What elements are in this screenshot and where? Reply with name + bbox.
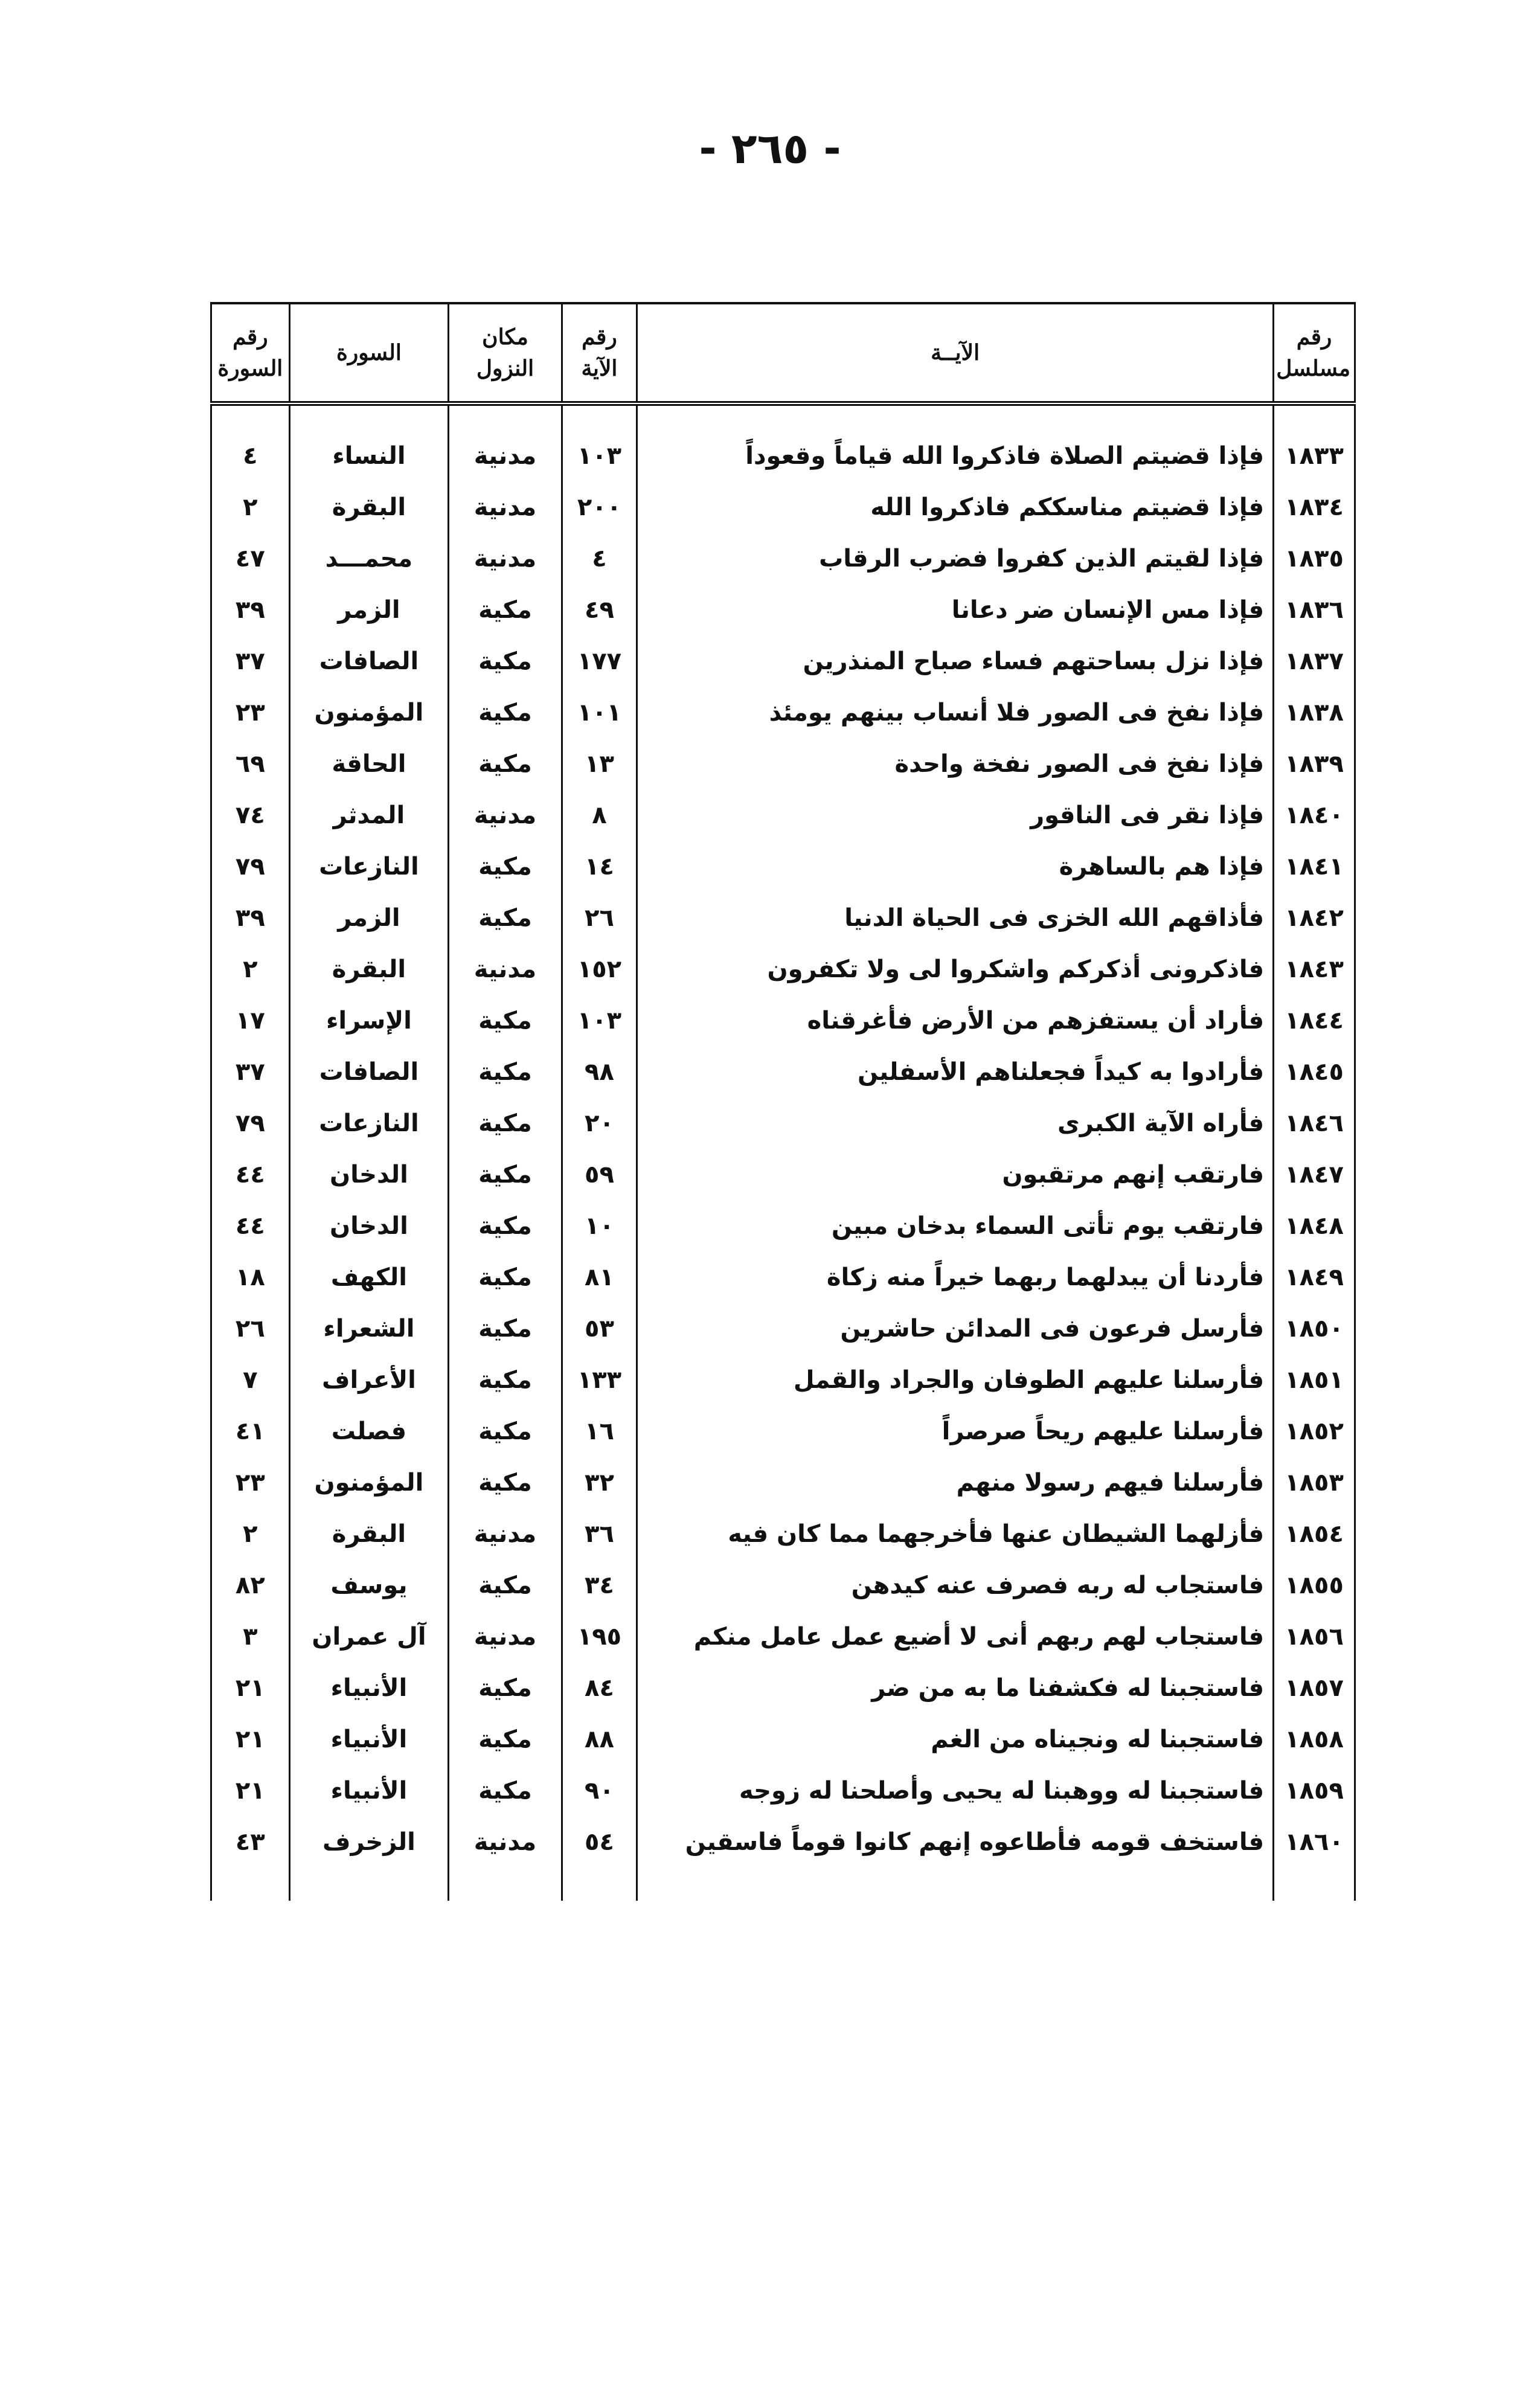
table-row [211,430,1355,481]
surah-number: ٦٩ [211,738,290,789]
ayah-number: ١٠ [562,1200,637,1251]
surah-name: الزمر [289,892,448,943]
ayah-text: فاذكرونى أذكركم واشكروا لى ولا تكفرون [637,943,1274,995]
ayah-text: فأرسلنا عليهم الطوفان والجراد والقمل [637,1354,1274,1405]
ayah-number: ٤٩ [562,584,637,635]
surah-number: ٢١ [211,1662,290,1713]
ayah-text: فأراه الآية الكبرى [637,1097,1274,1149]
table-row [211,1097,1355,1149]
surah-name: النساء [289,430,448,481]
revelation-place: مكية [449,584,562,635]
serial-number: ١٨٤٥ [1274,1046,1355,1097]
ayah-number: ٥٤ [562,1816,637,1901]
table-body [211,403,1355,1901]
surah-number: ٤١ [211,1405,290,1457]
ayah-text: فأزلهما الشيطان عنها فأخرجهما مما كان فيه [637,1508,1274,1559]
serial-number: ١٨٥٩ [1274,1765,1355,1816]
table-row [211,1713,1355,1765]
surah-name: الزمر [289,584,448,635]
serial-number: ١٨٥٨ [1274,1713,1355,1765]
revelation-place: مدنية [449,789,562,841]
surah-number: ٣٧ [211,635,290,687]
surah-name: الأعراف [289,1354,448,1405]
surah-name: الصافات [289,1046,448,1097]
ayah-text: فأردنا أن يبدلهما ربهما خيراً منه زكاة [637,1251,1274,1303]
ayah-number: ٩٨ [562,1046,637,1097]
serial-number: ١٨٤٧ [1274,1149,1355,1200]
table-row [211,995,1355,1046]
surah-number: ٢٣ [211,1457,290,1508]
serial-number: ١٨٥٣ [1274,1457,1355,1508]
header-serial: رقم مسلسل [1274,303,1355,403]
serial-number: ١٨٥٦ [1274,1611,1355,1662]
revelation-place: مدنية [449,533,562,584]
header-surah: السورة [289,303,448,403]
ayah-text: فارتقب إنهم مرتقبون [637,1149,1274,1200]
table-row [211,687,1355,738]
ayah-number: ٨١ [562,1251,637,1303]
ayah-number: ١٥٢ [562,943,637,995]
revelation-place: مدنية [449,1816,562,1901]
revelation-place: مكية [449,1200,562,1251]
ayah-number: ١٠١ [562,687,637,738]
serial-number: ١٨٤٣ [1274,943,1355,995]
ayah-number: ٣٦ [562,1508,637,1559]
ayah-number: ٢٠ [562,1097,637,1149]
surah-number: ٢ [211,943,290,995]
ayah-number: ٣٢ [562,1457,637,1508]
ayah-number: ١٣٣ [562,1354,637,1405]
surah-number: ٣٩ [211,584,290,635]
table-row [211,1508,1355,1559]
surah-name: فصلت [289,1405,448,1457]
revelation-place: مكية [449,738,562,789]
ayah-number: ١٠٣ [562,430,637,481]
table-spacer-row [211,403,1355,430]
surah-name: المؤمنون [289,687,448,738]
ayah-number: ٤ [562,533,637,584]
serial-number: ١٨٤٩ [1274,1251,1355,1303]
revelation-place: مكية [449,1457,562,1508]
surah-number: ٣٧ [211,1046,290,1097]
surah-name: الأنبياء [289,1713,448,1765]
serial-number: ١٨٤٤ [1274,995,1355,1046]
surah-number: ٧ [211,1354,290,1405]
surah-name: الأنبياء [289,1765,448,1816]
surah-number: ٤٣ [211,1816,290,1901]
surah-number: ٢١ [211,1713,290,1765]
ayah-text: فإذا مس الإنسان ضر دعانا [637,584,1274,635]
ayah-number: ١٩٥ [562,1611,637,1662]
ayah-number: ١٤ [562,841,637,892]
serial-number: ١٨٣٤ [1274,481,1355,533]
surah-name: الدخان [289,1200,448,1251]
ayah-text: فإذا نزل بساحتهم فساء صباح المنذرين [637,635,1274,687]
header-ayah-number: رقم الآية [562,303,637,403]
revelation-place: مكية [449,892,562,943]
table-row [211,533,1355,584]
surah-number: ١٨ [211,1251,290,1303]
ayah-text: فارتقب يوم تأتى السماء بدخان مبين [637,1200,1274,1251]
ayah-number: ٨٨ [562,1713,637,1765]
serial-number: ١٨٣٩ [1274,738,1355,789]
table-row [211,584,1355,635]
revelation-place: مدنية [449,1508,562,1559]
table-row [211,841,1355,892]
table-row [211,738,1355,789]
surah-name: النازعات [289,1097,448,1149]
ayah-index-table [210,302,1356,1901]
surah-name: آل عمران [289,1611,448,1662]
surah-name: الأنبياء [289,1662,448,1713]
serial-number: ١٨٣٦ [1274,584,1355,635]
revelation-place: مكية [449,1303,562,1354]
table-row [211,1662,1355,1713]
ayah-text: فإذا نفخ فى الصور نفخة واحدة [637,738,1274,789]
serial-number: ١٨٥٤ [1274,1508,1355,1559]
surah-number: ٢١ [211,1765,290,1816]
revelation-place: مكية [449,1765,562,1816]
surah-number: ٢٣ [211,687,290,738]
ayah-text: فاستجبنا له ونجيناه من الغم [637,1713,1274,1765]
surah-name: المؤمنون [289,1457,448,1508]
surah-name: البقرة [289,481,448,533]
page-number: - ٢٦٥ - [699,124,841,173]
table-row [211,1046,1355,1097]
revelation-place: مكية [449,1713,562,1765]
revelation-place: مكية [449,1405,562,1457]
table-row [211,1457,1355,1508]
ayah-text: فإذا هم بالساهرة [637,841,1274,892]
serial-number: ١٨٦٠ [1274,1816,1355,1901]
revelation-place: مدنية [449,481,562,533]
serial-number: ١٨٣٣ [1274,430,1355,481]
ayah-text: فاستجاب لهم ربهم أنى لا أضيع عمل عامل منكم [637,1611,1274,1662]
surah-number: ٢ [211,481,290,533]
revelation-place: مكية [449,1149,562,1200]
surah-number: ٤٤ [211,1149,290,1200]
table-row [211,1200,1355,1251]
surah-name: البقرة [289,943,448,995]
serial-number: ١٨٤٦ [1274,1097,1355,1149]
table-row [211,1149,1355,1200]
surah-number: ٨٢ [211,1559,290,1611]
revelation-place: مكية [449,635,562,687]
surah-number: ٤٤ [211,1200,290,1251]
ayah-text: فاستخف قومه فأطاعوه إنهم كانوا قوماً فاسقين [637,1816,1274,1901]
table-row [211,943,1355,995]
surah-name: المدثر [289,789,448,841]
surah-number: ٤ [211,430,290,481]
serial-number: ١٨٤١ [1274,841,1355,892]
header-place: مكان النزول [449,303,562,403]
serial-number: ١٨٣٨ [1274,687,1355,738]
ayah-text: فأرسلنا عليهم ريحاً صرصراً [637,1405,1274,1457]
ayah-number: ٥٣ [562,1303,637,1354]
surah-number: ٧٤ [211,789,290,841]
table-row [211,1354,1355,1405]
ayah-number: ٥٩ [562,1149,637,1200]
ayah-number: ٨ [562,789,637,841]
surah-name: الشعراء [289,1303,448,1354]
ayah-text: فأرسل فرعون فى المدائن حاشرين [637,1303,1274,1354]
ayah-number: ١٣ [562,738,637,789]
serial-number: ١٨٣٥ [1274,533,1355,584]
surah-name: النازعات [289,841,448,892]
surah-name: البقرة [289,1508,448,1559]
surah-number: ٧٩ [211,841,290,892]
ayah-text: فإذا قضيتم مناسككم فاذكروا الله [637,481,1274,533]
ayah-text: فإذا نقر فى الناقور [637,789,1274,841]
surah-number: ٧٩ [211,1097,290,1149]
serial-number: ١٨٣٧ [1274,635,1355,687]
surah-name: يوسف [289,1559,448,1611]
ayah-text: فإذا لقيتم الذين كفروا فضرب الرقاب [637,533,1274,584]
ayah-number: ١٧٧ [562,635,637,687]
surah-name: الزخرف [289,1816,448,1901]
table-row [211,1816,1355,1901]
revelation-place: مدنية [449,1611,562,1662]
surah-name: الدخان [289,1149,448,1200]
ayah-text: فأراد أن يستفزهم من الأرض فأغرقناه [637,995,1274,1046]
ayah-number: ١٦ [562,1405,637,1457]
ayah-number: ٩٠ [562,1765,637,1816]
surah-number: ٢ [211,1508,290,1559]
revelation-place: مكية [449,1662,562,1713]
revelation-place: مدنية [449,430,562,481]
surah-number: ٤٧ [211,533,290,584]
surah-name: محمـــد [289,533,448,584]
ayah-number: ٨٤ [562,1662,637,1713]
ayah-text: فاستجبنا له فكشفنا ما به من ضر [637,1662,1274,1713]
table-row [211,481,1355,533]
serial-number: ١٨٥٢ [1274,1405,1355,1457]
serial-number: ١٨٤٢ [1274,892,1355,943]
surah-name: الكهف [289,1251,448,1303]
table-row [211,1559,1355,1611]
table-row [211,1405,1355,1457]
surah-number: ٣ [211,1611,290,1662]
serial-number: ١٨٤٨ [1274,1200,1355,1251]
ayah-text: فأرسلنا فيهم رسولا منهم [637,1457,1274,1508]
surah-number: ١٧ [211,995,290,1046]
surah-name: الحاقة [289,738,448,789]
serial-number: ١٨٥٥ [1274,1559,1355,1611]
revelation-place: مكية [449,1559,562,1611]
revelation-place: مكية [449,1354,562,1405]
table-row [211,1251,1355,1303]
table-row [211,1765,1355,1816]
ayah-text: فاستجبنا له ووهبنا له يحيى وأصلحنا له زوجه [637,1765,1274,1816]
table-header-row [211,303,1355,403]
table-row [211,635,1355,687]
revelation-place: مكية [449,687,562,738]
serial-number: ١٨٤٠ [1274,789,1355,841]
surah-number: ٢٦ [211,1303,290,1354]
revelation-place: مدنية [449,943,562,995]
surah-name: الإسراء [289,995,448,1046]
ayah-number: ٢٠٠ [562,481,637,533]
revelation-place: مكية [449,1251,562,1303]
ayah-text: فإذا قضيتم الصلاة فاذكروا الله قياماً وقعوداً [637,430,1274,481]
revelation-place: مكية [449,841,562,892]
serial-number: ١٨٥١ [1274,1354,1355,1405]
header-ayah: الآيــة [637,303,1274,403]
revelation-place: مكية [449,995,562,1046]
ayah-text: فاستجاب له ربه فصرف عنه كيدهن [637,1559,1274,1611]
serial-number: ١٨٥٧ [1274,1662,1355,1713]
ayah-number: ١٠٣ [562,995,637,1046]
table-row [211,1303,1355,1354]
table-row [211,892,1355,943]
serial-number: ١٨٥٠ [1274,1303,1355,1354]
header-surah-number: رقم السورة [211,303,290,403]
ayah-text: فأرادوا به كيداً فجعلناهم الأسفلين [637,1046,1274,1097]
table-row [211,789,1355,841]
revelation-place: مكية [449,1046,562,1097]
surah-name: الصافات [289,635,448,687]
ayah-number: ٢٦ [562,892,637,943]
surah-number: ٣٩ [211,892,290,943]
ayah-number: ٣٤ [562,1559,637,1611]
ayah-text: فإذا نفخ فى الصور فلا أنساب بينهم يومئذ [637,687,1274,738]
ayah-text: فأذاقهم الله الخزى فى الحياة الدنيا [637,892,1274,943]
revelation-place: مكية [449,1097,562,1149]
table-row [211,1611,1355,1662]
